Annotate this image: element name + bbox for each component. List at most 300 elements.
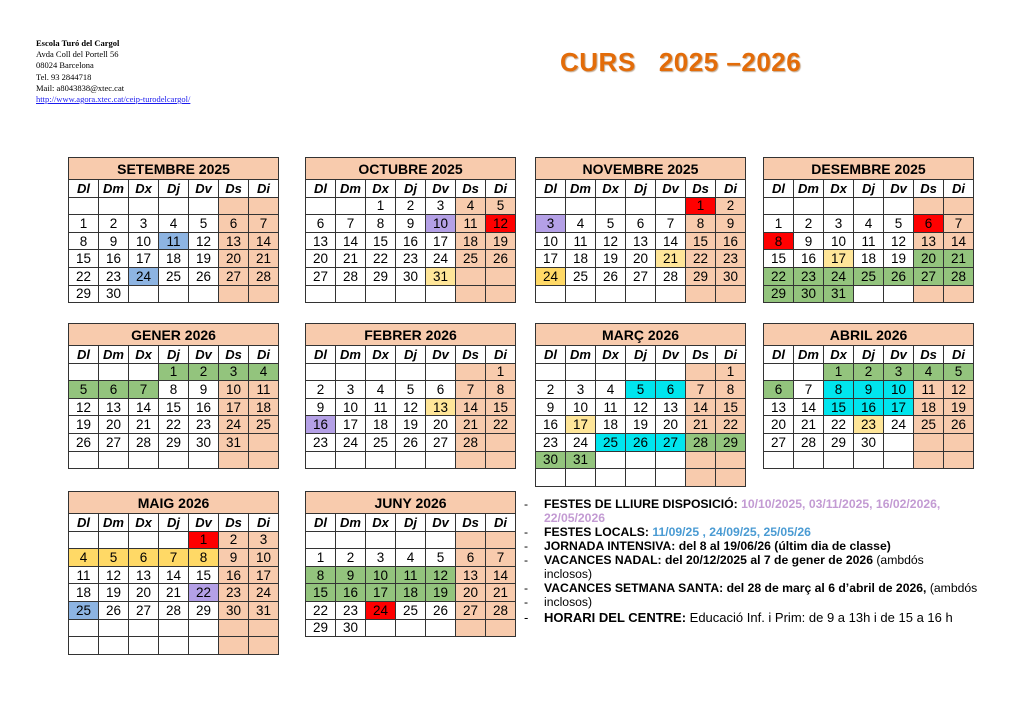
day-cell bbox=[69, 619, 99, 637]
day-cell: 29 bbox=[189, 601, 219, 619]
month-title: DESEMBRE 2025 bbox=[764, 158, 974, 180]
day-cell: 8 bbox=[764, 232, 794, 250]
day-cell: 9 bbox=[99, 232, 129, 250]
day-cell: 4 bbox=[456, 197, 486, 215]
month-title: GENER 2026 bbox=[69, 324, 279, 346]
weekday-header: Dl bbox=[306, 180, 336, 198]
weekday-header: Ds bbox=[219, 180, 249, 198]
bullet: - bbox=[524, 595, 529, 609]
day-cell: 22 bbox=[306, 601, 336, 619]
day-cell: 18 bbox=[914, 398, 944, 416]
day-cell bbox=[566, 197, 596, 215]
weekday-header: Di bbox=[249, 346, 279, 364]
day-cell: 23 bbox=[716, 250, 746, 268]
day-cell: 4 bbox=[854, 215, 884, 233]
day-cell: 23 bbox=[854, 416, 884, 434]
weekday-header: Dx bbox=[129, 180, 159, 198]
weekday-header: Dl bbox=[69, 514, 99, 532]
day-cell: 13 bbox=[456, 566, 486, 584]
month-calendar bbox=[535, 157, 746, 303]
day-cell: 21 bbox=[686, 416, 716, 434]
weekday-header: Dm bbox=[336, 514, 366, 532]
day-cell: 18 bbox=[456, 232, 486, 250]
day-cell: 19 bbox=[69, 416, 99, 434]
day-cell bbox=[656, 363, 686, 381]
day-cell: 11 bbox=[159, 232, 189, 250]
month-title: FEBRER 2026 bbox=[306, 324, 516, 346]
day-cell: 4 bbox=[596, 381, 626, 399]
day-cell bbox=[764, 197, 794, 215]
day-cell: 7 bbox=[794, 381, 824, 399]
day-cell: 24 bbox=[426, 250, 456, 268]
day-cell bbox=[794, 363, 824, 381]
day-cell bbox=[189, 619, 219, 637]
day-cell bbox=[426, 285, 456, 303]
day-cell: 17 bbox=[366, 584, 396, 602]
day-cell: 21 bbox=[794, 416, 824, 434]
weekday-header: Dl bbox=[69, 346, 99, 364]
day-cell: 5 bbox=[189, 215, 219, 233]
day-cell: 12 bbox=[884, 232, 914, 250]
day-cell bbox=[396, 451, 426, 469]
day-cell: 14 bbox=[159, 566, 189, 584]
day-cell: 8 bbox=[486, 381, 516, 399]
day-cell bbox=[716, 285, 746, 303]
day-cell: 7 bbox=[159, 549, 189, 567]
day-cell: 9 bbox=[716, 215, 746, 233]
day-cell: 30 bbox=[716, 267, 746, 285]
day-cell: 6 bbox=[306, 215, 336, 233]
day-cell bbox=[794, 197, 824, 215]
day-cell: 30 bbox=[396, 267, 426, 285]
day-cell bbox=[884, 197, 914, 215]
day-cell: 16 bbox=[396, 232, 426, 250]
bullet: - bbox=[524, 497, 529, 511]
day-cell bbox=[426, 619, 456, 637]
day-cell bbox=[944, 285, 974, 303]
day-cell: 16 bbox=[189, 398, 219, 416]
day-cell bbox=[426, 531, 456, 549]
weekday-header: Dx bbox=[596, 346, 626, 364]
day-cell: 5 bbox=[99, 549, 129, 567]
month-calendar bbox=[763, 323, 974, 469]
day-cell bbox=[99, 531, 129, 549]
day-cell bbox=[456, 619, 486, 637]
weekday-header: Dm bbox=[566, 180, 596, 198]
day-cell: 19 bbox=[626, 416, 656, 434]
day-cell bbox=[626, 451, 656, 469]
day-cell: 19 bbox=[426, 584, 456, 602]
school-city: 08024 Barcelona bbox=[36, 60, 94, 71]
day-cell: 2 bbox=[189, 363, 219, 381]
day-cell: 3 bbox=[426, 197, 456, 215]
legend-lliure-dates-2: 22/05/2026 bbox=[544, 511, 605, 525]
day-cell: 13 bbox=[426, 398, 456, 416]
day-cell bbox=[656, 285, 686, 303]
legend-horari-label: HORARI DEL CENTRE: bbox=[544, 610, 687, 625]
day-cell bbox=[686, 363, 716, 381]
day-cell: 21 bbox=[129, 416, 159, 434]
day-cell bbox=[486, 285, 516, 303]
bullet: - bbox=[524, 525, 529, 539]
bullet: - bbox=[524, 581, 529, 595]
day-cell: 3 bbox=[536, 215, 566, 233]
day-cell: 24 bbox=[219, 416, 249, 434]
day-cell bbox=[306, 285, 336, 303]
day-cell: 10 bbox=[824, 232, 854, 250]
day-cell: 20 bbox=[626, 250, 656, 268]
day-cell: 11 bbox=[69, 566, 99, 584]
day-cell: 29 bbox=[159, 433, 189, 451]
day-cell: 26 bbox=[626, 433, 656, 451]
day-cell bbox=[456, 451, 486, 469]
day-cell bbox=[366, 451, 396, 469]
month-calendar bbox=[68, 157, 279, 303]
day-cell: 16 bbox=[794, 250, 824, 268]
weekday-header: Dl bbox=[764, 180, 794, 198]
day-cell bbox=[914, 433, 944, 451]
day-cell: 12 bbox=[426, 566, 456, 584]
day-cell bbox=[219, 637, 249, 655]
day-cell: 3 bbox=[566, 381, 596, 399]
weekday-header: Dv bbox=[189, 514, 219, 532]
day-cell: 17 bbox=[426, 232, 456, 250]
school-name: Escola Turó del Cargol bbox=[36, 38, 120, 48]
day-cell bbox=[189, 451, 219, 469]
day-cell: 8 bbox=[189, 549, 219, 567]
weekday-header: Dl bbox=[536, 346, 566, 364]
day-cell: 23 bbox=[219, 584, 249, 602]
day-cell: 15 bbox=[366, 232, 396, 250]
legend-locals-label: FESTES LOCALS: bbox=[544, 525, 649, 539]
day-cell: 13 bbox=[764, 398, 794, 416]
day-cell: 13 bbox=[219, 232, 249, 250]
weekday-header: Dx bbox=[824, 346, 854, 364]
legend-santa bbox=[522, 581, 978, 595]
day-cell: 30 bbox=[536, 451, 566, 469]
weekday-header: Dv bbox=[426, 180, 456, 198]
day-cell bbox=[336, 197, 366, 215]
day-cell: 23 bbox=[189, 416, 219, 434]
day-cell: 26 bbox=[486, 250, 516, 268]
day-cell: 13 bbox=[129, 566, 159, 584]
weekday-header: Di bbox=[249, 514, 279, 532]
weekday-header: Dj bbox=[159, 180, 189, 198]
day-cell bbox=[626, 285, 656, 303]
month-title: SETEMBRE 2025 bbox=[69, 158, 279, 180]
day-cell: 24 bbox=[336, 433, 366, 451]
day-cell: 18 bbox=[566, 250, 596, 268]
day-cell: 29 bbox=[69, 285, 99, 303]
day-cell: 15 bbox=[189, 566, 219, 584]
day-cell: 10 bbox=[426, 215, 456, 233]
day-cell bbox=[596, 197, 626, 215]
month-title: MARÇ 2026 bbox=[536, 324, 746, 346]
weekday-header: Dx bbox=[129, 346, 159, 364]
day-cell: 2 bbox=[99, 215, 129, 233]
weekday-header: Ds bbox=[914, 180, 944, 198]
day-cell bbox=[99, 363, 129, 381]
day-cell: 7 bbox=[456, 381, 486, 399]
day-cell bbox=[884, 285, 914, 303]
day-cell: 10 bbox=[336, 398, 366, 416]
day-cell: 10 bbox=[219, 381, 249, 399]
day-cell bbox=[686, 285, 716, 303]
day-cell: 18 bbox=[159, 250, 189, 268]
day-cell bbox=[656, 469, 686, 487]
day-cell: 22 bbox=[764, 267, 794, 285]
month-calendar bbox=[535, 323, 746, 487]
day-cell: 6 bbox=[764, 381, 794, 399]
day-cell bbox=[824, 451, 854, 469]
day-cell: 7 bbox=[129, 381, 159, 399]
day-cell bbox=[716, 469, 746, 487]
day-cell: 27 bbox=[456, 601, 486, 619]
day-cell: 12 bbox=[396, 398, 426, 416]
weekday-header: Dj bbox=[626, 180, 656, 198]
day-cell: 17 bbox=[249, 566, 279, 584]
day-cell: 26 bbox=[884, 267, 914, 285]
day-cell bbox=[306, 531, 336, 549]
day-cell bbox=[249, 451, 279, 469]
school-website-link[interactable]: http://www.agora.xtec.cat/ceip-turodelcargol/ bbox=[36, 94, 191, 105]
day-cell: 5 bbox=[944, 363, 974, 381]
weekday-header: Dv bbox=[656, 346, 686, 364]
day-cell: 7 bbox=[336, 215, 366, 233]
day-cell bbox=[159, 197, 189, 215]
day-cell bbox=[159, 451, 189, 469]
month-calendar bbox=[68, 323, 279, 469]
day-cell bbox=[596, 451, 626, 469]
day-cell: 14 bbox=[794, 398, 824, 416]
weekday-header: Dv bbox=[189, 346, 219, 364]
day-cell: 15 bbox=[716, 398, 746, 416]
day-cell bbox=[336, 531, 366, 549]
day-cell: 23 bbox=[99, 267, 129, 285]
day-cell: 11 bbox=[366, 398, 396, 416]
weekday-header: Dx bbox=[824, 180, 854, 198]
day-cell: 20 bbox=[129, 584, 159, 602]
day-cell: 20 bbox=[656, 416, 686, 434]
weekday-header: Ds bbox=[914, 346, 944, 364]
weekday-header: Dx bbox=[366, 180, 396, 198]
day-cell: 11 bbox=[396, 566, 426, 584]
day-cell: 5 bbox=[884, 215, 914, 233]
day-cell: 11 bbox=[566, 232, 596, 250]
day-cell: 19 bbox=[486, 232, 516, 250]
day-cell: 25 bbox=[396, 601, 426, 619]
day-cell bbox=[486, 619, 516, 637]
day-cell: 28 bbox=[656, 267, 686, 285]
day-cell: 5 bbox=[486, 197, 516, 215]
day-cell: 10 bbox=[884, 381, 914, 399]
day-cell bbox=[626, 469, 656, 487]
day-cell: 11 bbox=[596, 398, 626, 416]
day-cell: 7 bbox=[486, 549, 516, 567]
day-cell: 28 bbox=[456, 433, 486, 451]
day-cell: 13 bbox=[914, 232, 944, 250]
day-cell bbox=[914, 451, 944, 469]
day-cell bbox=[596, 363, 626, 381]
day-cell: 22 bbox=[69, 267, 99, 285]
day-cell bbox=[249, 637, 279, 655]
day-cell: 7 bbox=[686, 381, 716, 399]
day-cell: 5 bbox=[626, 381, 656, 399]
day-cell: 13 bbox=[656, 398, 686, 416]
day-cell: 4 bbox=[566, 215, 596, 233]
day-cell bbox=[884, 433, 914, 451]
day-cell: 17 bbox=[129, 250, 159, 268]
day-cell bbox=[129, 197, 159, 215]
day-cell: 8 bbox=[159, 381, 189, 399]
day-cell: 19 bbox=[396, 416, 426, 434]
day-cell: 15 bbox=[69, 250, 99, 268]
day-cell bbox=[99, 451, 129, 469]
day-cell bbox=[566, 285, 596, 303]
day-cell: 10 bbox=[366, 566, 396, 584]
day-cell bbox=[884, 451, 914, 469]
day-cell: 27 bbox=[656, 433, 686, 451]
day-cell bbox=[656, 197, 686, 215]
day-cell: 17 bbox=[536, 250, 566, 268]
weekday-header: Dj bbox=[854, 346, 884, 364]
day-cell bbox=[854, 197, 884, 215]
weekday-header: Ds bbox=[686, 180, 716, 198]
day-cell bbox=[426, 363, 456, 381]
day-cell: 29 bbox=[306, 619, 336, 637]
weekday-header: Dx bbox=[129, 514, 159, 532]
day-cell: 28 bbox=[249, 267, 279, 285]
day-cell: 1 bbox=[159, 363, 189, 381]
day-cell: 12 bbox=[596, 232, 626, 250]
weekday-header: Dm bbox=[566, 346, 596, 364]
day-cell: 7 bbox=[656, 215, 686, 233]
day-cell: 5 bbox=[396, 381, 426, 399]
day-cell bbox=[159, 531, 189, 549]
day-cell: 28 bbox=[159, 601, 189, 619]
day-cell: 19 bbox=[596, 250, 626, 268]
day-cell bbox=[129, 619, 159, 637]
day-cell bbox=[824, 197, 854, 215]
day-cell: 10 bbox=[566, 398, 596, 416]
day-cell: 1 bbox=[189, 531, 219, 549]
day-cell: 9 bbox=[189, 381, 219, 399]
weekday-header: Dx bbox=[366, 514, 396, 532]
legend-lliure-label: FESTES DE LLIURE DISPOSICIÓ: bbox=[544, 497, 738, 511]
day-cell bbox=[854, 285, 884, 303]
weekday-header: Dm bbox=[99, 180, 129, 198]
day-cell: 16 bbox=[219, 566, 249, 584]
day-cell: 16 bbox=[716, 232, 746, 250]
day-cell: 6 bbox=[99, 381, 129, 399]
day-cell: 27 bbox=[626, 267, 656, 285]
day-cell: 16 bbox=[336, 584, 366, 602]
day-cell: 28 bbox=[794, 433, 824, 451]
day-cell: 26 bbox=[99, 601, 129, 619]
day-cell: 22 bbox=[189, 584, 219, 602]
day-cell: 24 bbox=[249, 584, 279, 602]
day-cell: 3 bbox=[219, 363, 249, 381]
weekday-header: Dl bbox=[69, 180, 99, 198]
legend-nadal bbox=[522, 553, 966, 581]
weekday-header: Dj bbox=[396, 180, 426, 198]
day-cell: 2 bbox=[219, 531, 249, 549]
day-cell: 20 bbox=[219, 250, 249, 268]
weekday-header: Ds bbox=[456, 180, 486, 198]
legend-lliure bbox=[522, 497, 966, 525]
day-cell: 22 bbox=[824, 416, 854, 434]
day-cell: 18 bbox=[596, 416, 626, 434]
day-cell: 21 bbox=[336, 250, 366, 268]
day-cell: 25 bbox=[159, 267, 189, 285]
day-cell: 16 bbox=[99, 250, 129, 268]
day-cell bbox=[656, 451, 686, 469]
day-cell bbox=[189, 637, 219, 655]
day-cell: 19 bbox=[944, 398, 974, 416]
day-cell: 2 bbox=[716, 197, 746, 215]
bullet: - bbox=[524, 539, 529, 553]
day-cell bbox=[944, 197, 974, 215]
day-cell: 10 bbox=[249, 549, 279, 567]
weekday-header: Dm bbox=[99, 514, 129, 532]
day-cell: 23 bbox=[536, 433, 566, 451]
day-cell: 3 bbox=[884, 363, 914, 381]
day-cell: 28 bbox=[686, 433, 716, 451]
day-cell: 20 bbox=[764, 416, 794, 434]
day-cell bbox=[566, 363, 596, 381]
day-cell: 24 bbox=[566, 433, 596, 451]
weekday-header: Di bbox=[944, 180, 974, 198]
day-cell bbox=[396, 285, 426, 303]
bullet: - bbox=[524, 553, 529, 567]
day-cell: 8 bbox=[686, 215, 716, 233]
day-cell: 25 bbox=[249, 416, 279, 434]
day-cell: 24 bbox=[129, 267, 159, 285]
month-calendar bbox=[68, 491, 279, 655]
day-cell bbox=[486, 451, 516, 469]
legend-locals bbox=[522, 525, 966, 539]
day-cell bbox=[336, 285, 366, 303]
day-cell: 14 bbox=[336, 232, 366, 250]
legend-nadal-line2: inclosos) bbox=[544, 567, 593, 581]
day-cell: 31 bbox=[249, 601, 279, 619]
day-cell: 12 bbox=[486, 215, 516, 233]
month-calendar bbox=[305, 323, 516, 469]
legend-santa-label: VACANCES SETMANA SANTA: del 28 de març al 6 d’abril de 2026, bbox=[544, 581, 927, 595]
weekday-header: Dm bbox=[794, 346, 824, 364]
day-cell: 20 bbox=[426, 416, 456, 434]
day-cell: 27 bbox=[306, 267, 336, 285]
bullet: - bbox=[524, 610, 529, 625]
day-cell: 19 bbox=[189, 250, 219, 268]
day-cell bbox=[716, 451, 746, 469]
day-cell bbox=[396, 363, 426, 381]
day-cell: 28 bbox=[944, 267, 974, 285]
day-cell bbox=[764, 363, 794, 381]
day-cell bbox=[129, 451, 159, 469]
weekday-header: Ds bbox=[686, 346, 716, 364]
legend-nadal-label: VACANCES NADAL: del 20/12/2025 al 7 de gener de 2026 bbox=[544, 553, 873, 567]
day-cell bbox=[794, 451, 824, 469]
day-cell bbox=[219, 285, 249, 303]
weekday-header: Ds bbox=[456, 514, 486, 532]
day-cell: 31 bbox=[566, 451, 596, 469]
day-cell: 6 bbox=[456, 549, 486, 567]
day-cell bbox=[456, 363, 486, 381]
day-cell bbox=[396, 531, 426, 549]
day-cell bbox=[854, 451, 884, 469]
day-cell: 4 bbox=[249, 363, 279, 381]
